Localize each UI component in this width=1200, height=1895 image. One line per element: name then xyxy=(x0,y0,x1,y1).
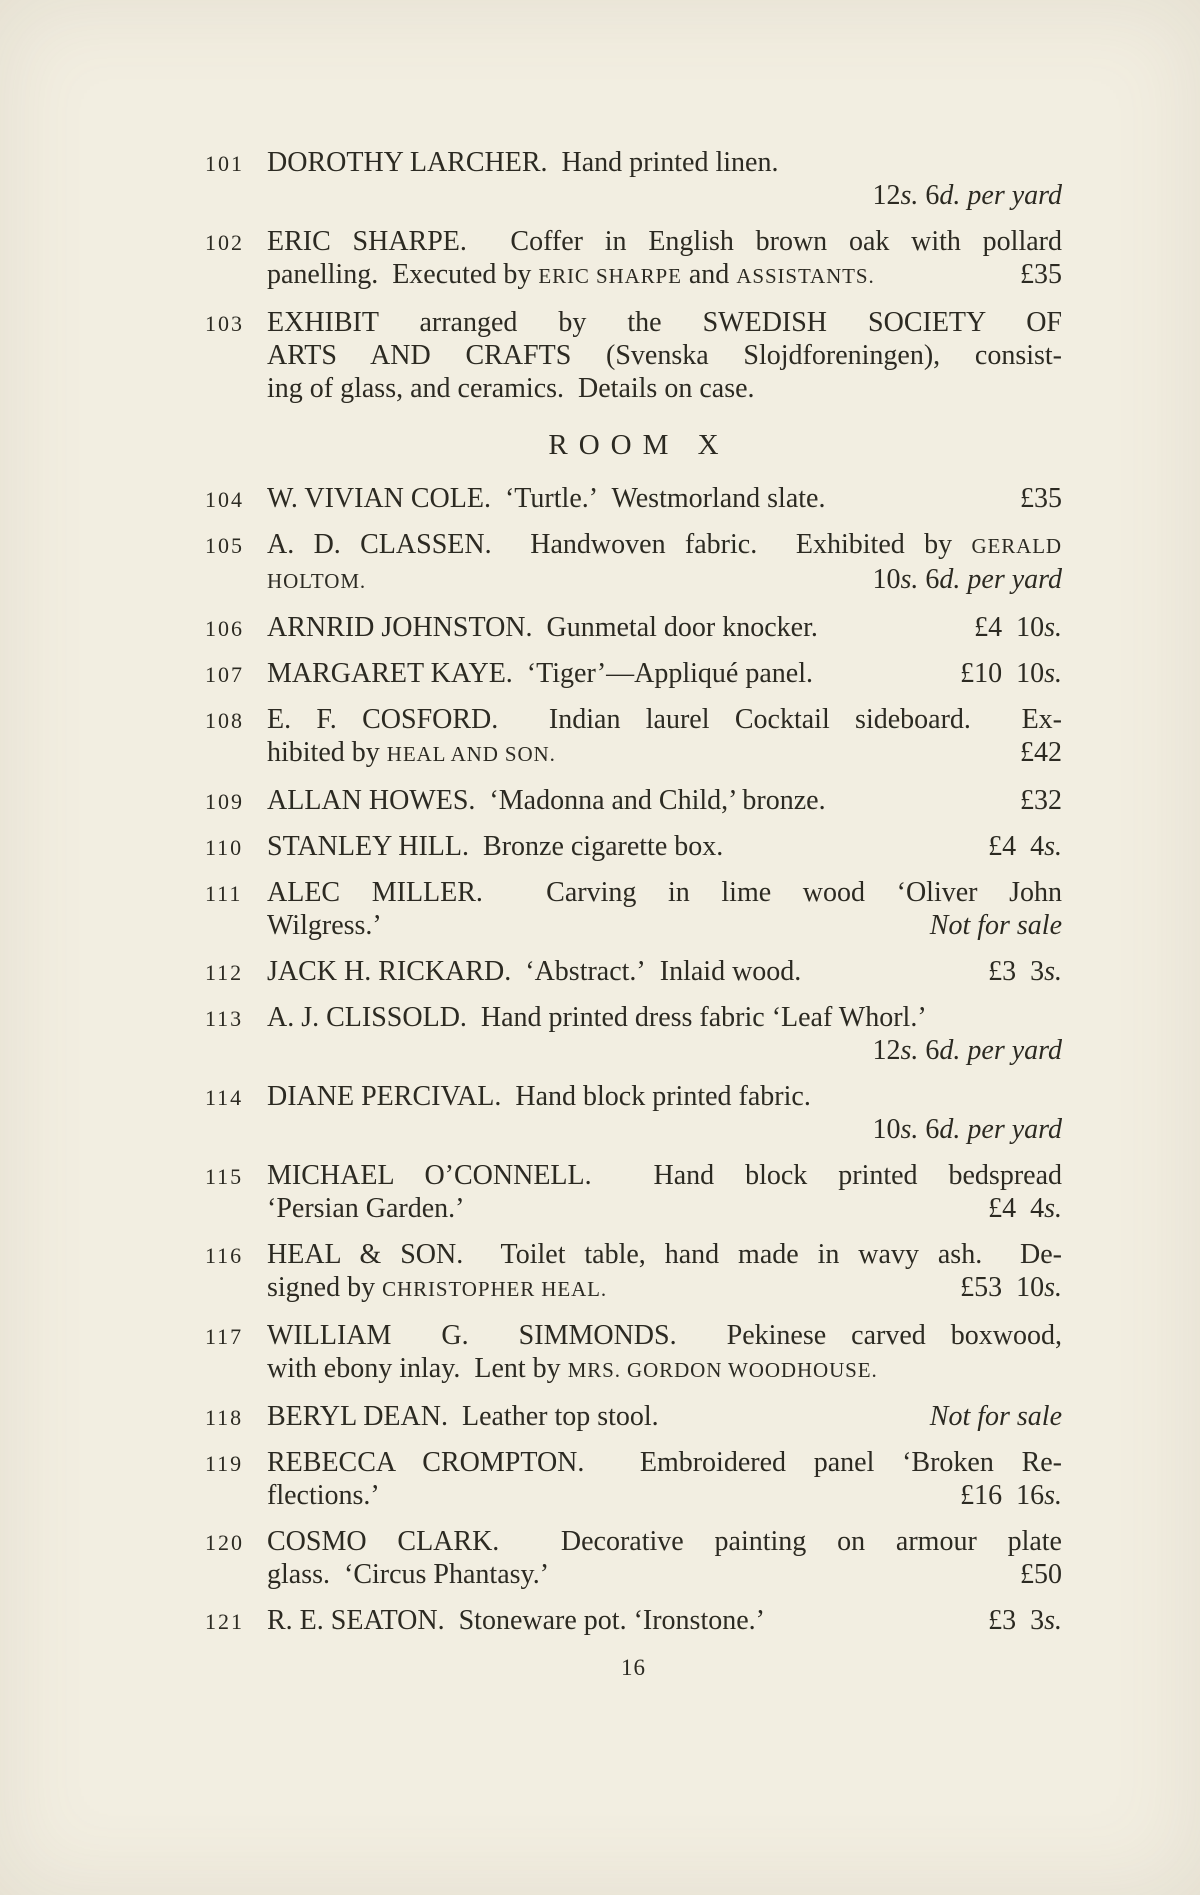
entry-number: 102 xyxy=(205,230,244,255)
entry-number: 112 xyxy=(205,960,244,985)
entry-text xyxy=(267,528,1062,598)
catalog-entry xyxy=(205,1001,1062,1067)
entry-text xyxy=(267,657,1062,690)
price-line xyxy=(267,179,1062,212)
entry-line xyxy=(267,1192,1062,1225)
entry-number: 115 xyxy=(205,1164,244,1189)
entry-line: ALEC MILLER. Carving in lime wood ‘Oliver John xyxy=(267,877,1062,908)
entry-number: 118 xyxy=(205,1405,244,1430)
entry-description: BERYL DEAN. Leather top stool. xyxy=(267,1401,659,1432)
price: £50 xyxy=(1020,1559,1062,1590)
catalog-entry xyxy=(205,784,1062,817)
entry-line: EXHIBIT arranged by the SWEDISH SOCIETY OF xyxy=(267,307,1062,338)
price: £16 16s. xyxy=(960,1480,1062,1511)
price-line xyxy=(267,1113,1062,1146)
entry-line: ARTS AND CRAFTS (Svenska Slojdforeningen), consist- xyxy=(267,340,1062,371)
catalog-entry xyxy=(205,657,1062,690)
entry-line xyxy=(267,784,1062,817)
price: £32 xyxy=(1020,785,1062,816)
price: 10s. 6d. per yard xyxy=(872,1114,1062,1145)
entry-line xyxy=(267,736,1062,771)
entry-text xyxy=(267,1525,1062,1591)
entry-description: flections.’ xyxy=(267,1480,380,1511)
page-number: 16 xyxy=(621,1655,646,1680)
entry-line: with ebony inlay. Lent by MRS. GORDON WOODHOUSE. xyxy=(267,1353,878,1384)
entry-text xyxy=(267,1159,1062,1225)
entry-description: MARGARET KAYE. ‘Tiger’—Appliqué panel. xyxy=(267,658,813,689)
catalog-entry xyxy=(205,1238,1062,1306)
entry-description: glass. ‘Circus Phantasy.’ xyxy=(267,1559,550,1590)
entry-line: E. F. COSFORD. Indian laurel Cocktail sideboard. Ex- xyxy=(267,704,1062,735)
catalog-entry xyxy=(205,611,1062,644)
entry-description: W. VIVIAN COLE. ‘Turtle.’ Westmorland slate. xyxy=(267,483,826,514)
entry-number: 103 xyxy=(205,311,244,336)
entry-text xyxy=(267,1080,1062,1146)
entry-description: signed by CHRISTOPHER HEAL. xyxy=(267,1272,608,1303)
catalog-entry xyxy=(205,225,1062,293)
entry-description: JACK H. RICKARD. ‘Abstract.’ Inlaid wood. xyxy=(267,956,802,987)
entry-line: A. D. CLASSEN. Handwoven fabric. Exhibited by GERALD xyxy=(267,529,1062,560)
entry-line xyxy=(267,1400,1062,1433)
price: 12s. 6d. per yard xyxy=(872,1035,1062,1066)
price: £42 xyxy=(1020,737,1062,768)
entry-number: 109 xyxy=(205,789,244,814)
entry-text xyxy=(267,830,1062,863)
price: 10s. 6d. per yard xyxy=(872,564,1062,595)
entry-line xyxy=(267,563,1062,598)
entry-text xyxy=(267,876,1062,942)
catalog-entry xyxy=(205,306,1062,405)
entry-line: DOROTHY LARCHER. Hand printed linen. xyxy=(267,147,779,178)
entry-number: 113 xyxy=(205,1006,244,1031)
catalog-entry xyxy=(205,1525,1062,1591)
catalog-entry xyxy=(205,1400,1062,1433)
items-room-ix-continued xyxy=(205,146,1062,405)
entry-line: MICHAEL O’CONNELL. Hand block printed bedspread xyxy=(267,1160,1062,1191)
price: £35 xyxy=(1020,483,1062,514)
price: £53 10s. xyxy=(960,1272,1062,1303)
entry-number: 117 xyxy=(205,1324,244,1349)
entry-number: 110 xyxy=(205,835,244,860)
price: £10 10s. xyxy=(960,658,1062,689)
entry-number: 108 xyxy=(205,708,244,733)
catalog-entry xyxy=(205,146,1062,212)
entry-text xyxy=(267,225,1062,293)
entry-line xyxy=(267,1479,1062,1512)
entry-text xyxy=(267,1400,1062,1433)
entry-number: 121 xyxy=(205,1609,244,1634)
entry-line: REBECCA CROMPTON. Embroidered panel ‘Broken Re- xyxy=(267,1447,1062,1478)
entry-description: ALLAN HOWES. ‘Madonna and Child,’ bronze. xyxy=(267,785,826,816)
entry-text xyxy=(267,1238,1062,1306)
entry-line xyxy=(267,657,1062,690)
price: Not for sale xyxy=(929,1401,1062,1432)
entry-number: 116 xyxy=(205,1243,244,1268)
entry-description: hibited by HEAL AND SON. xyxy=(267,737,556,768)
entry-number: 114 xyxy=(205,1085,244,1110)
entry-description: STANLEY HILL. Bronze cigarette box. xyxy=(267,831,724,862)
entry-text xyxy=(267,784,1062,817)
entry-line: ing of glass, and ceramics. Details on case. xyxy=(267,373,755,404)
entry-text xyxy=(267,1001,1062,1067)
entry-line xyxy=(267,1271,1062,1306)
entry-line xyxy=(267,909,1062,942)
entry-number: 120 xyxy=(205,1530,244,1555)
catalog-entry xyxy=(205,1319,1062,1387)
price: £3 3s. xyxy=(988,956,1062,987)
entry-text xyxy=(267,1319,1062,1387)
entry-line xyxy=(267,1604,1062,1637)
items-room-x xyxy=(205,482,1062,1637)
price: Not for sale xyxy=(929,910,1062,941)
entry-number: 104 xyxy=(205,487,244,512)
catalog-entry xyxy=(205,528,1062,598)
entry-text xyxy=(267,146,1062,212)
entry-text xyxy=(267,1446,1062,1512)
price: 12s. 6d. per yard xyxy=(872,180,1062,211)
entry-text xyxy=(267,306,1062,405)
price-line xyxy=(267,1034,1062,1067)
entry-number: 107 xyxy=(205,662,244,687)
catalog-entry xyxy=(205,876,1062,942)
catalog-entry xyxy=(205,1604,1062,1637)
catalog-entry xyxy=(205,703,1062,771)
entry-line: WILLIAM G. SIMMONDS. Pekinese carved boxwood, xyxy=(267,1320,1062,1351)
entry-number: 105 xyxy=(205,533,244,558)
price: £35 xyxy=(1020,259,1062,290)
entry-description: Wilgress.’ xyxy=(267,910,382,941)
entry-description: ARNRID JOHNSTON. Gunmetal door knocker. xyxy=(267,612,818,643)
catalog-entry xyxy=(205,1159,1062,1225)
room-heading: ROOM X xyxy=(548,429,730,461)
entry-line xyxy=(267,955,1062,988)
entry-description: HOLTOM. xyxy=(267,569,367,593)
entry-line xyxy=(267,482,1062,515)
entry-line: A. J. CLISSOLD. Hand printed dress fabric ‘Leaf Whorl.’ xyxy=(267,1002,927,1033)
entry-line: ERIC SHARPE. Coffer in English brown oak with pollard xyxy=(267,226,1062,257)
price: £4 4s. xyxy=(988,1193,1062,1224)
entry-line xyxy=(267,1558,1062,1591)
catalog-entry xyxy=(205,482,1062,515)
entry-text xyxy=(267,955,1062,988)
entry-description: ‘Persian Garden.’ xyxy=(267,1193,465,1224)
entry-number: 106 xyxy=(205,616,244,641)
entry-description: R. E. SEATON. Stoneware pot. ‘Ironstone.’ xyxy=(267,1605,765,1636)
catalog-entry xyxy=(205,830,1062,863)
entry-text xyxy=(267,611,1062,644)
entry-number: 101 xyxy=(205,151,244,176)
catalog-entry xyxy=(205,955,1062,988)
price: £3 3s. xyxy=(988,1605,1062,1636)
entry-line xyxy=(267,611,1062,644)
entry-text xyxy=(267,482,1062,515)
entry-line xyxy=(267,258,1062,293)
entry-line: HEAL & SON. Toilet table, hand made in wavy ash. De- xyxy=(267,1239,1062,1270)
entry-text xyxy=(267,703,1062,771)
price: £4 10s. xyxy=(974,612,1062,643)
entry-number: 119 xyxy=(205,1451,244,1476)
price: £4 4s. xyxy=(988,831,1062,862)
entry-text xyxy=(267,1604,1062,1637)
entry-number: 111 xyxy=(205,881,243,906)
entry-line: DIANE PERCIVAL. Hand block printed fabric. xyxy=(267,1081,811,1112)
catalog-entry xyxy=(205,1080,1062,1146)
entry-line xyxy=(267,830,1062,863)
entry-line: COSMO CLARK. Decorative painting on armour plate xyxy=(267,1526,1062,1557)
page-content xyxy=(205,146,1062,1681)
entry-description: panelling. Executed by ERIC SHARPE and ASSISTANTS. xyxy=(267,259,875,290)
catalog-entry xyxy=(205,1446,1062,1512)
